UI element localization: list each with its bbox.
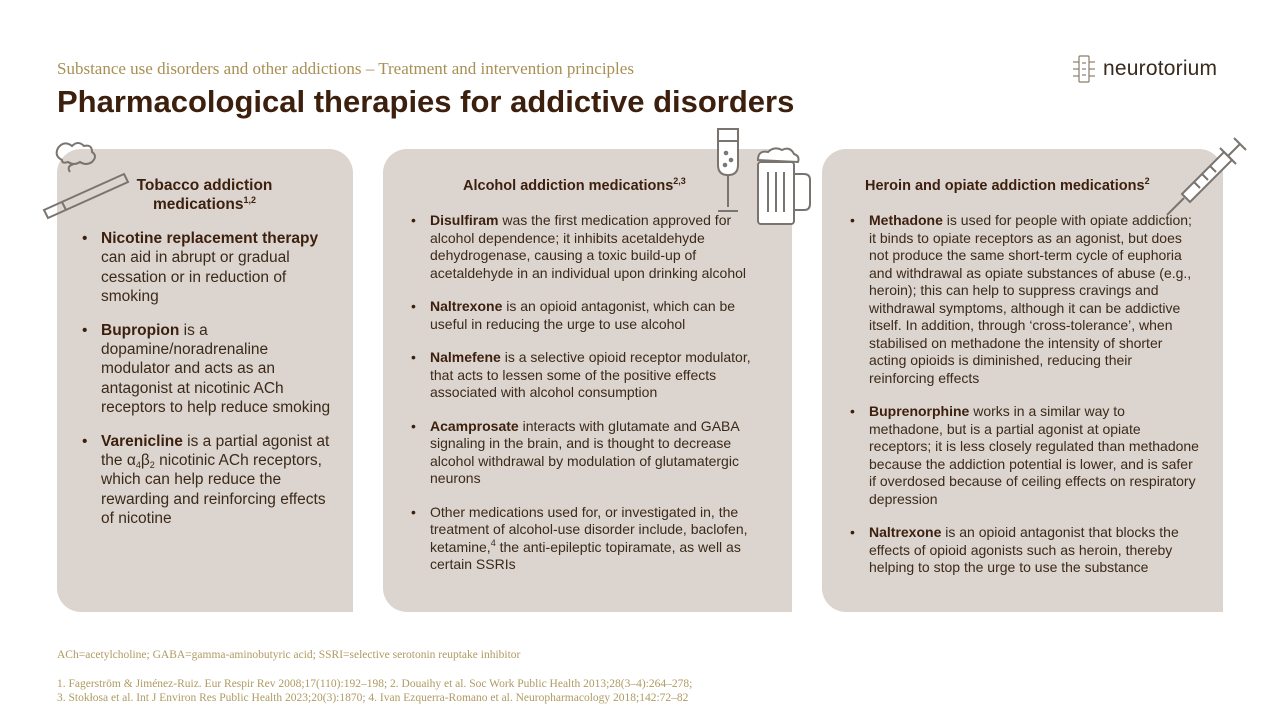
tobacco-list [101,229,333,529]
champagne-glass-icon [710,127,746,217]
list-item: • Nalmefene is a selective opioid receptor modulator, that acts to lessen some of the positive effects associated with alcohol consumption [430,349,770,402]
list-item: • Varenicline is a partial agonist at the $\alpha_4\beta_2$ nicotinic ACh receptors, which can help reduce the rewarding and reinforcing effects of nicotine [101,432,333,529]
list-item: • Other medications used for, or investigated in, the treatment of alcohol-use disorder include, baclofen, ketamine,$^4$ the anti-epileptic topiramate, as well as certain SSRIs [430,504,770,574]
alcohol-list [430,212,770,574]
alcohol-panel-title: Alcohol addiction medications$^{2,3}$ [463,176,686,194]
reference-line-2: 3. Stokłosa et al. Int J Environ Res Public Health 2023;20(3):1870; 4. Ivan Ezquerra-Romano et al. Neuropharmacology 2018;142:72–82 [57,692,689,704]
list-item: • Bupropion is a dopamine/noradrenaline modulator and acts as an antagonist at nicotinic ACh receptors to help reduce smoking [101,321,333,418]
list-item: • Acamprosate interacts with glutamate and GABA signaling in the brain, and is thought to decrease alcohol withdrawal by modulation of glutamatergic neurons [430,418,770,488]
opiate-panel-title: Heroin and opiate addiction medications$^2$ [865,176,1150,194]
abbreviations: ACh=acetylcholine; GABA=gamma-aminobutyric acid; SSRI=selective serotonin reuptake inhibitor [57,649,521,661]
alcohol-panel [383,149,792,612]
slide-title: Pharmacological therapies for addictive disorders [57,84,795,119]
list-item: • Disulfiram was the first medication approved for alcohol dependence; it inhibits acetaldehyde dehydrogenase, causing a toxic build-up of acetaldehyde in an individual upon drinking alcohol [430,212,770,282]
list-item: • Naltrexone is an opioid antagonist, which can be useful in reducing the urge to use alcohol [430,298,770,333]
logo [1071,54,1217,84]
opiate-panel [822,149,1223,612]
tobacco-panel-title [117,176,292,214]
reference-line-1: 1. Fagerström & Jiménez-Ruiz. Eur Respir Rev 2008;17(110):192–198; 2. Douaihy et al. Soc Work Public Health 2013;28(3–4):264–278; [57,678,693,690]
tobacco-title-ref: 1,2 [243,195,256,205]
cigarette-icon [40,138,135,220]
tobacco-title-line1: Tobacco addiction [136,177,273,194]
slide-subtitle: Substance use disorders and other addictions – Treatment and intervention principles [57,59,634,78]
opiate-list [869,212,1199,577]
tobacco-title-line2: medications [153,196,244,213]
list-item: • Naltrexone is an opioid antagonist that blocks the effects of opioid agonists such as heroin, thereby helping to stop the urge to use the substance [869,524,1199,577]
beer-mug-icon [752,146,814,228]
logo-text: neurotorium [1103,57,1218,80]
list-item: • Nicotine replacement therapy can aid in abrupt or gradual cessation or in reduction of smoking [101,229,333,307]
syringe-icon [1164,132,1250,218]
list-item: • Methadone is used for people with opiate addiction; it binds to opiate receptors as an agonist, but does not produce the same short-term cycle of euphoria and withdrawal as opiate substances of abuse (e.g., heroin); this can help to suppress cravings and withdrawal symptoms, although it can be addictive itself. In addition, through ‘cross-tolerance’, when stabilised on methadone the intensity of shorter acting opioids is diminished, reducing their reinforcing effects [869,212,1199,387]
neurotorium-logo-icon [1071,54,1097,84]
list-item: • Buprenorphine works in a similar way to methadone, but is a partial agonist at opiate receptors; it is less closely regulated than methadone because the addiction potential is lower, and is safer if overdosed because of ceiling effects on respiratory depression [869,403,1199,508]
